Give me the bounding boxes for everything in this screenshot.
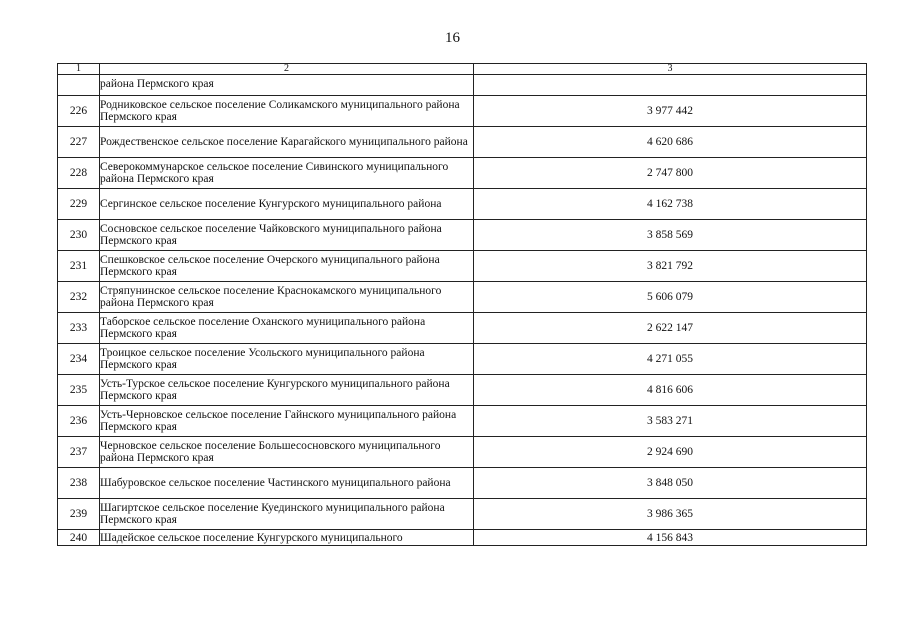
table-row <box>58 127 867 158</box>
table-row <box>58 530 867 546</box>
table-header-row <box>58 64 867 75</box>
amount: 3 821 792 <box>474 251 867 282</box>
amount: 4 271 055 <box>474 344 867 375</box>
row-number: 235 <box>58 375 100 406</box>
budget-table <box>57 63 867 546</box>
table-row <box>58 189 867 220</box>
settlement-name: Троицкое сельское поселение Усольского муниципального района Пермского края <box>100 344 474 375</box>
settlement-name: Родниковское сельское поселение Соликамского муниципального района Пермского края <box>100 96 474 127</box>
page-number: 16 <box>445 30 460 46</box>
table-row <box>58 313 867 344</box>
settlement-name: Стряпунинское сельское поселение Краснокамского муниципального района Пермского края <box>100 282 474 313</box>
settlement-name: Сосновское сельское поселение Чайковского муниципального района Пермского края <box>100 220 474 251</box>
row-number: 239 <box>58 499 100 530</box>
table-row <box>58 96 867 127</box>
amount: 4 816 606 <box>474 375 867 406</box>
table-row <box>58 251 867 282</box>
settlement-name: Таборское сельское поселение Оханского муниципального района Пермского края <box>100 313 474 344</box>
row-number <box>58 75 100 96</box>
row-number: 229 <box>58 189 100 220</box>
amount: 3 848 050 <box>474 468 867 499</box>
settlement-name: Спешковское сельское поселение Очерского муниципального района Пермского края <box>100 251 474 282</box>
settlement-name: Шабуровское сельское поселение Частинского муниципального района <box>100 468 474 499</box>
table-row <box>58 282 867 313</box>
table-row <box>58 375 867 406</box>
settlement-name: Северокоммунарское сельское поселение Сивинского муниципального района Пермского края <box>100 158 474 189</box>
table-row <box>58 220 867 251</box>
settlement-name: Шадейское сельское поселение Кунгурского муниципального <box>100 530 474 546</box>
row-number: 231 <box>58 251 100 282</box>
table-row <box>58 344 867 375</box>
table-row <box>58 406 867 437</box>
amount: 4 620 686 <box>474 127 867 158</box>
amount: 2 622 147 <box>474 313 867 344</box>
continuation-row <box>58 75 867 96</box>
settlement-name: Сергинское сельское поселение Кунгурского муниципального района <box>100 189 474 220</box>
settlement-name: Рождественское сельское поселение Карагайского муниципального района <box>100 127 474 158</box>
row-number: 226 <box>58 96 100 127</box>
row-number: 233 <box>58 313 100 344</box>
amount: 4 162 738 <box>474 189 867 220</box>
amount: 3 583 271 <box>474 406 867 437</box>
table-row <box>58 158 867 189</box>
amount: 3 986 365 <box>474 499 867 530</box>
header-col-1: 1 <box>58 64 100 75</box>
settlement-name: Черновское сельское поселение Большесосновского муниципального района Пермского края <box>100 437 474 468</box>
row-number: 227 <box>58 127 100 158</box>
table-row <box>58 468 867 499</box>
row-number: 240 <box>58 530 100 546</box>
table-row <box>58 499 867 530</box>
settlement-name: Усть-Турское сельское поселение Кунгурского муниципального района Пермского края <box>100 375 474 406</box>
amount: 4 156 843 <box>474 530 867 546</box>
amount: 5 606 079 <box>474 282 867 313</box>
amount: 3 858 569 <box>474 220 867 251</box>
row-number: 230 <box>58 220 100 251</box>
settlement-name: Усть-Черновское сельское поселение Гайнского муниципального района Пермского края <box>100 406 474 437</box>
row-number: 234 <box>58 344 100 375</box>
settlement-name: района Пермского края <box>100 75 474 96</box>
amount: 2 747 800 <box>474 158 867 189</box>
row-number: 228 <box>58 158 100 189</box>
header-col-3: 3 <box>474 64 867 75</box>
row-number: 237 <box>58 437 100 468</box>
header-col-2: 2 <box>100 64 474 75</box>
row-number: 232 <box>58 282 100 313</box>
amount: 2 924 690 <box>474 437 867 468</box>
row-number: 238 <box>58 468 100 499</box>
table-row <box>58 437 867 468</box>
settlement-name: Шагиртское сельское поселение Куединского муниципального района Пермского края <box>100 499 474 530</box>
row-number: 236 <box>58 406 100 437</box>
amount <box>474 75 867 96</box>
amount: 3 977 442 <box>474 96 867 127</box>
